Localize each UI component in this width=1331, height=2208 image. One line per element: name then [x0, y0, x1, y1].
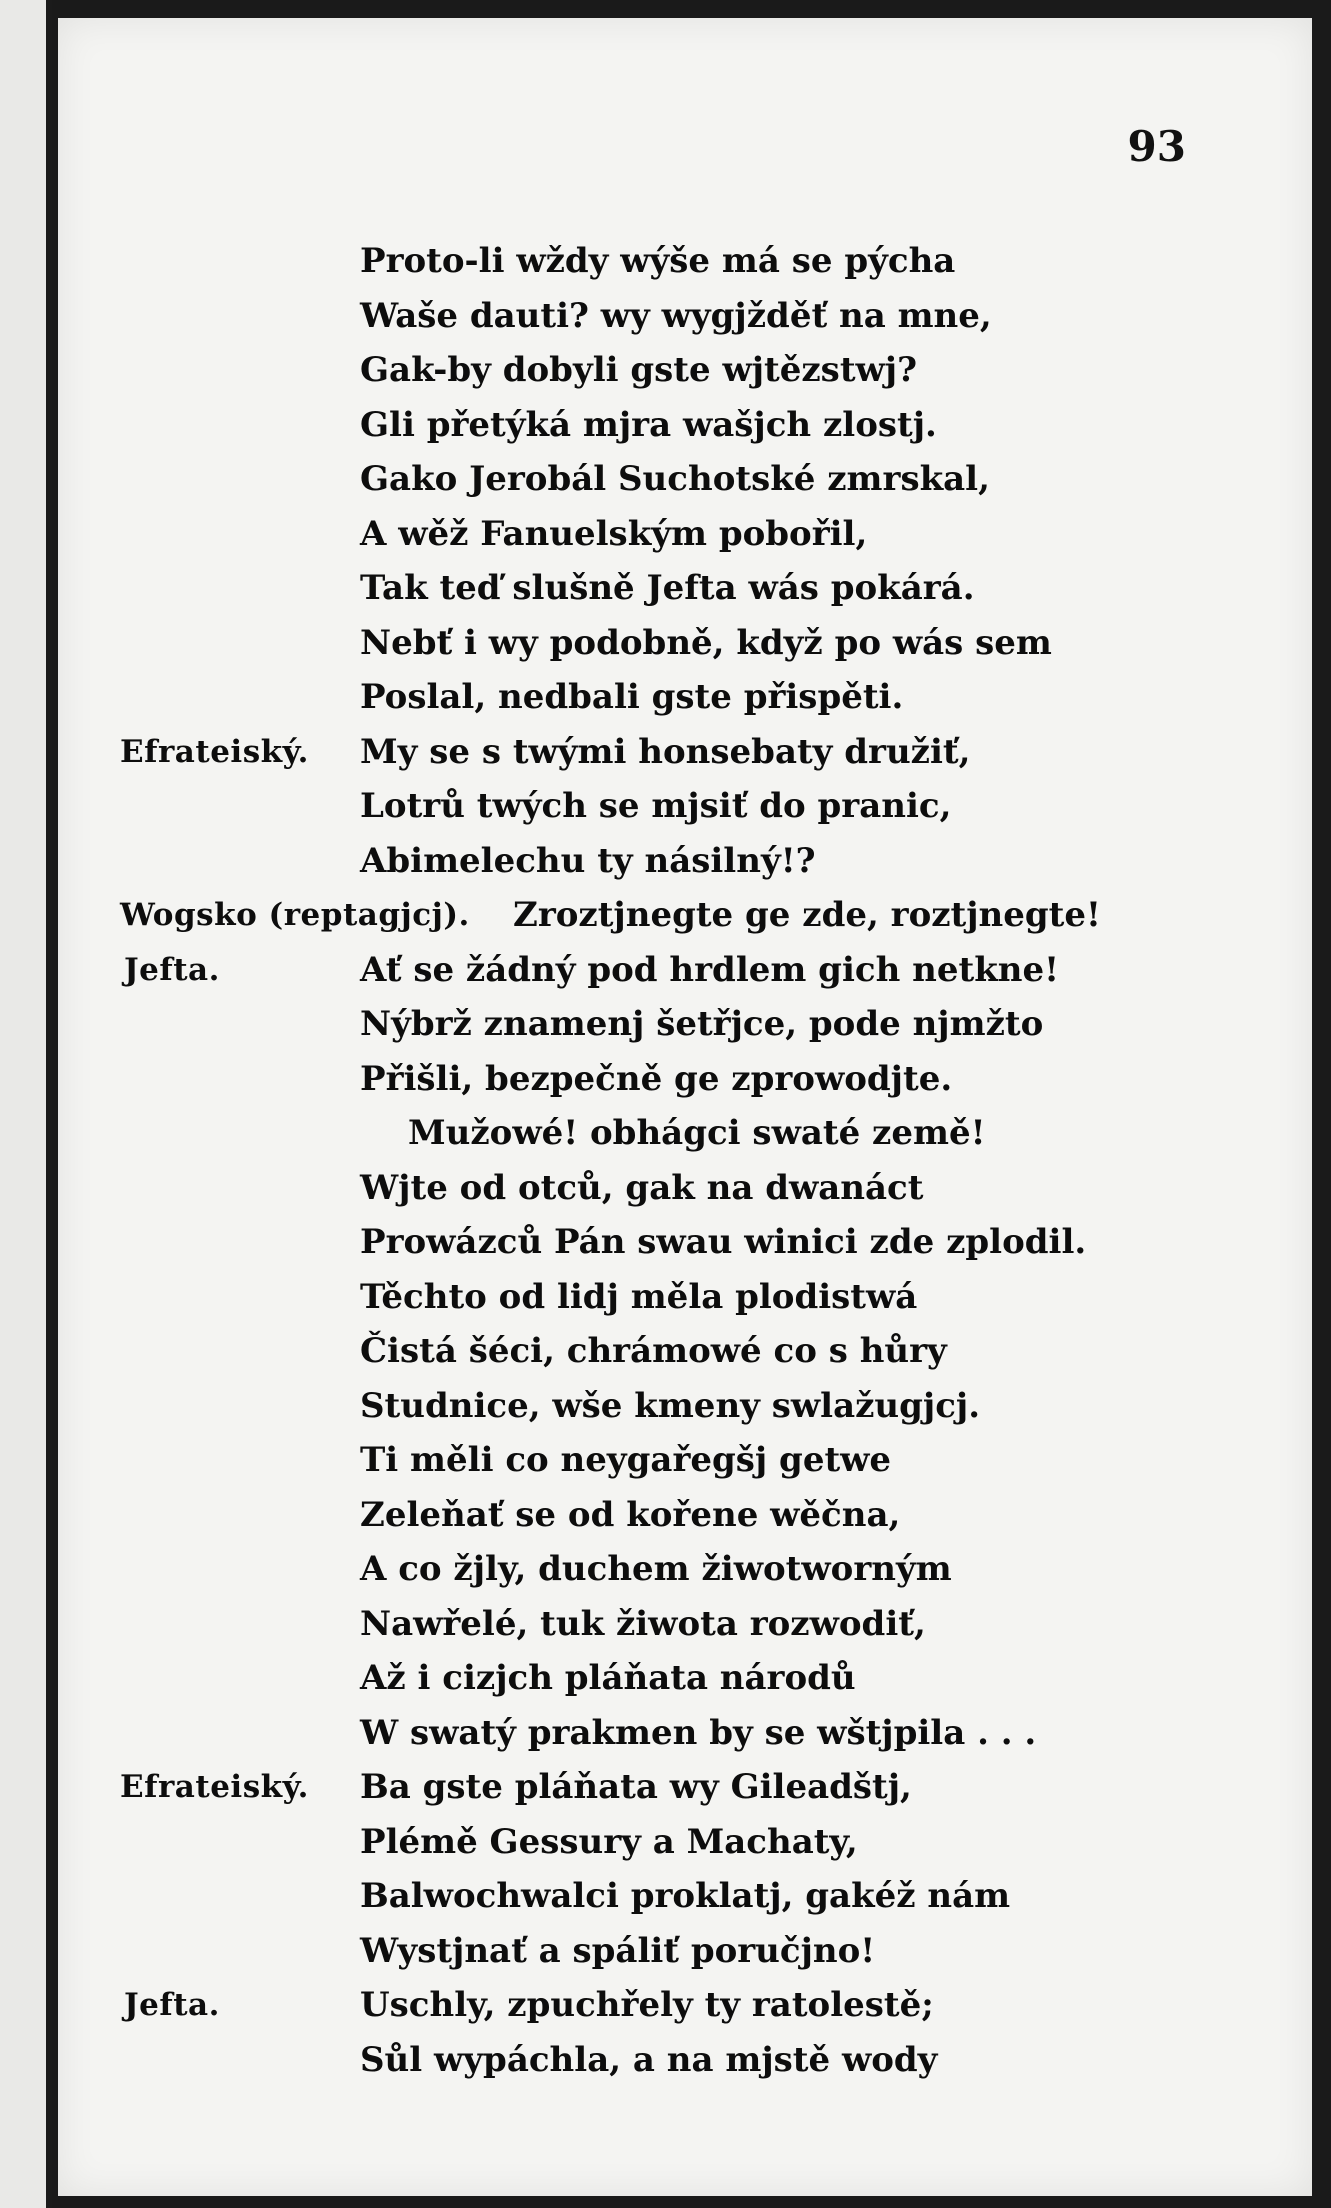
verse-line	[58, 289, 1312, 344]
verse-line	[58, 343, 1312, 398]
verse-text: Přišli, bezpečně ge zprowodjte.	[360, 1058, 953, 1099]
verse-text: Balwochwalci proklatj, gakéž nám	[360, 1876, 1011, 1916]
verse-text: Proto-li wždy wýše má se pýcha	[360, 241, 956, 281]
verse-text: Nebť i wy podobně, když po wás sem	[360, 622, 1052, 663]
verse-text: Ať se žádný pod hrdlem gich netkne!	[360, 949, 1060, 990]
verse-text: Prowázců Pán swau winici zde zplodil.	[360, 1222, 1087, 1262]
verse-text: W swatý prakmen by se wštjpila . . .	[360, 1712, 1037, 1753]
verse-text: Ba gste pláňata wy Gileadštj,	[360, 1767, 912, 1807]
verse-text: Wystjnať a spáliť poručjno!	[360, 1930, 876, 1971]
verse-line	[58, 1270, 1312, 1325]
verse-text: Gak-by dobyli gste wjtězstwj?	[360, 350, 918, 390]
verse-line	[58, 1542, 1312, 1597]
verse-line	[58, 1978, 1312, 2033]
verse-text: Waše dauti? wy wygjžděť na mne,	[360, 295, 992, 336]
speaker-label: Jefta.	[124, 951, 220, 988]
verse-text: Tak teď slušně Jefta wás pokárá.	[360, 568, 975, 608]
verse-line	[58, 1815, 1312, 1870]
verse-line	[58, 834, 1312, 889]
verse-line	[58, 670, 1312, 725]
verse-line	[58, 1706, 1312, 1761]
verse-line	[58, 1052, 1312, 1107]
verse-line	[58, 1106, 1312, 1161]
verse-line	[58, 1597, 1312, 1652]
verse-text: Studnice, wše kmeny swlažugjcj.	[360, 1385, 981, 1426]
verse-line	[58, 452, 1312, 507]
verse-line	[58, 1161, 1312, 1216]
verse-line	[58, 234, 1312, 289]
verse-line	[58, 888, 1312, 943]
verse-text: Poslal, nedbali gste přispěti.	[360, 677, 904, 717]
verse-text: A wěž Fanuelským pobořil,	[360, 513, 868, 554]
verse-line	[58, 943, 1312, 998]
verse-line	[58, 1869, 1312, 1924]
verse-line	[58, 1488, 1312, 1543]
verse-line	[58, 507, 1312, 562]
verse-text: Abimelechu ty násilný!?	[360, 840, 816, 881]
verse-line	[58, 779, 1312, 834]
page	[58, 18, 1312, 2196]
verse-text: Nýbrž znamenj šetřjce, pode njmžto	[360, 1004, 1044, 1044]
speaker-label: Efrateiský.	[120, 1769, 309, 1805]
verse-text: Lotrů twých se mjsiť do pranic,	[360, 786, 952, 826]
verse-line	[58, 1379, 1312, 1434]
verse-text: Ti měli co neygařegšj getwe	[360, 1440, 892, 1480]
verse-line	[58, 1651, 1312, 1706]
verse-text: Čistá šéci, chrámowé co s hůry	[360, 1331, 947, 1371]
verse-line	[58, 1433, 1312, 1488]
speaker-label: Efrateiský.	[120, 733, 309, 770]
verse-text: Zeleňať se od kořene wěčna,	[360, 1494, 901, 1535]
speaker-label: Jefta.	[124, 1987, 220, 2023]
speaker-label: Wogsko (reptagjcj).	[120, 897, 470, 933]
verse-line	[58, 725, 1312, 780]
verse-line	[58, 2033, 1312, 2088]
verse-block	[58, 234, 1312, 2087]
verse-text: Mužowé! obhágci swaté země!	[408, 1113, 986, 1153]
verse-text: Nawřelé, tuk žiwota rozwodiť,	[360, 1603, 926, 1644]
verse-line	[58, 398, 1312, 453]
verse-text: Zroztjnegte ge zde, roztjnegte!	[513, 895, 1101, 935]
verse-text: Uschly, zpuchřely ty ratolestě;	[360, 1985, 934, 2025]
verse-text: My se s twými honsebaty družiť,	[360, 731, 971, 772]
verse-text: Těchto od lidj měla plodistwá	[360, 1276, 918, 1317]
verse-text: Gli přetýká mjra wašjch zlostj.	[360, 404, 937, 445]
verse-text: Sůl wypáchla, a na mjstě wody	[360, 2039, 938, 2080]
verse-text: A co žjly, duchem žiwotworným	[360, 1549, 952, 1589]
verse-line	[58, 1215, 1312, 1270]
verse-text: Wjte od otců, gak na dwanáct	[360, 1167, 924, 1208]
verse-line	[58, 1760, 1312, 1815]
verse-text: Plémě Gessury a Machaty,	[360, 1821, 858, 1862]
verse-line	[58, 1324, 1312, 1379]
verse-line	[58, 997, 1312, 1052]
verse-line	[58, 1924, 1312, 1979]
verse-text: Gako Jerobál Suchotské zmrskal,	[360, 459, 990, 499]
verse-text: Až i cizjch pláňata národů	[360, 1658, 856, 1698]
previous-page-edge	[0, 0, 52, 2208]
verse-line	[58, 616, 1312, 671]
verse-line	[58, 561, 1312, 616]
page-number: 93	[1127, 122, 1186, 171]
